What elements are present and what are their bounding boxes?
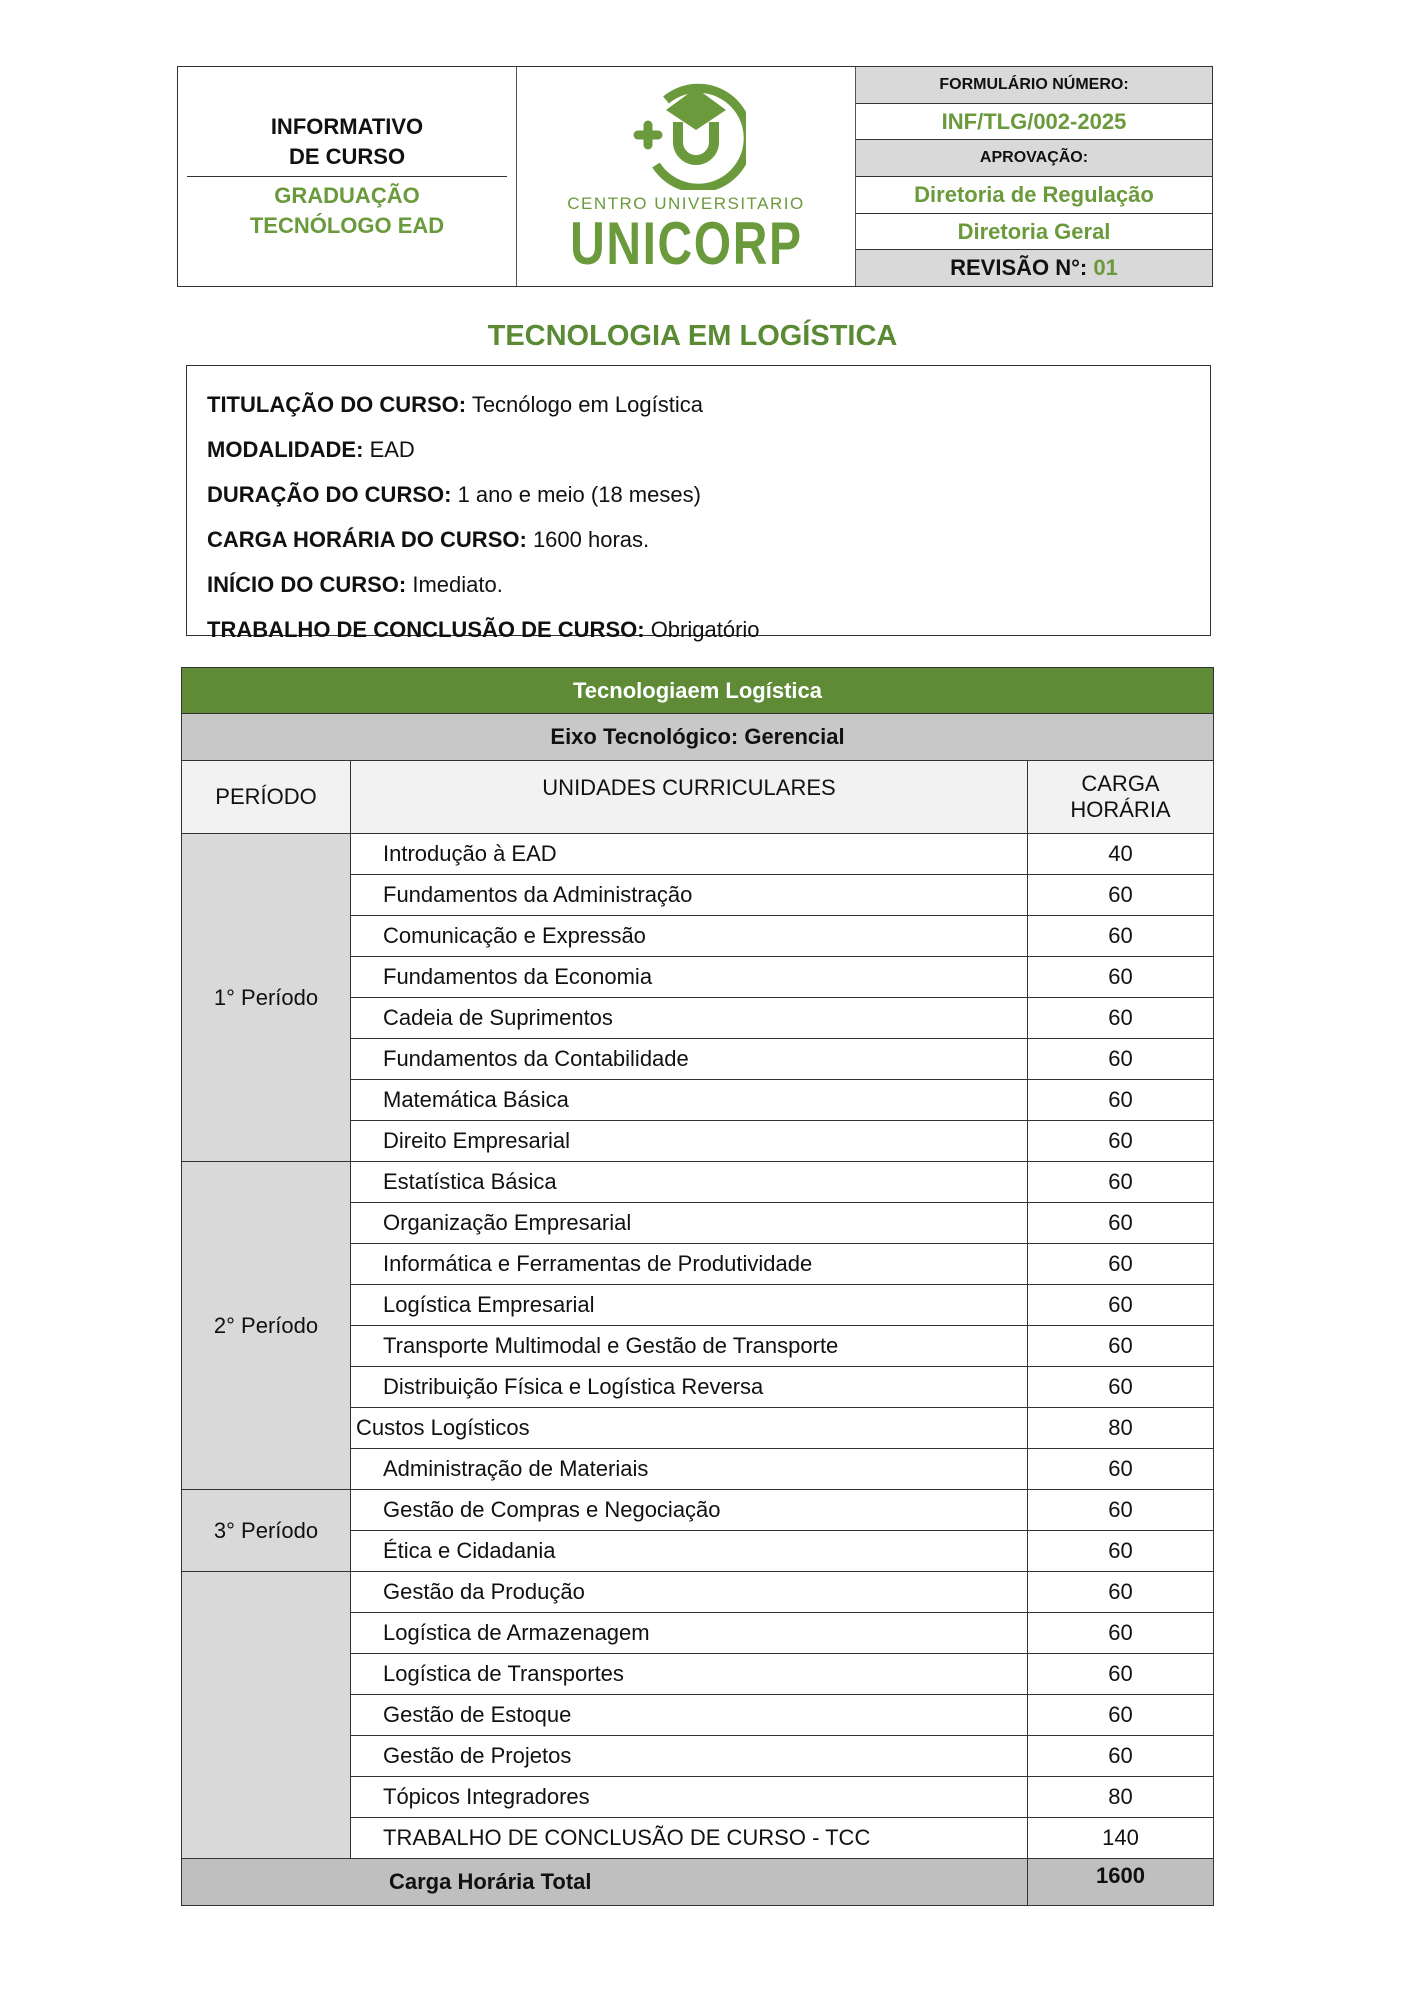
unit-hours: 60 [1028, 998, 1214, 1039]
approval-label: APROVAÇÃO: [856, 140, 1212, 177]
course-info-box [186, 365, 1211, 642]
header-title-1: INFORMATIVO [270, 114, 424, 139]
unit-name: Fundamentos da Contabilidade [351, 1039, 1028, 1080]
unit-name: Gestão da Produção [351, 1572, 1028, 1613]
unit-hours: 60 [1028, 1490, 1214, 1531]
col-period: PERÍODO [182, 761, 351, 834]
col-hours-2: HORÁRIA [1070, 797, 1171, 822]
unit-hours: 60 [1028, 1531, 1214, 1572]
table-axis: Eixo Tecnológico: Gerencial [182, 714, 1214, 761]
col-hours-1: CARGA [1081, 771, 1160, 796]
unit-hours: 140 [1028, 1818, 1214, 1859]
divider [187, 176, 507, 177]
header-sub-2: TECNÓLOGO EAD [249, 213, 445, 238]
unit-hours: 60 [1028, 1572, 1214, 1613]
unit-name: Logística Empresarial [351, 1285, 1028, 1326]
unit-name: Informática e Ferramentas de Produtividade [351, 1244, 1028, 1285]
unit-name: TRABALHO DE CONCLUSÃO DE CURSO - TCC [351, 1818, 1028, 1859]
unit-hours: 60 [1028, 1203, 1214, 1244]
unit-name: Comunicação e Expressão [351, 916, 1028, 957]
unit-hours: 60 [1028, 1736, 1214, 1777]
form-info [856, 67, 1212, 286]
unit-hours: 80 [1028, 1777, 1214, 1818]
unit-name: Logística de Transportes [351, 1654, 1028, 1695]
unit-name: Gestão de Compras e Negociação [351, 1490, 1028, 1531]
period-cell: 1° Período [182, 834, 351, 1162]
info-value: Tecnólogo em Logística [471, 392, 703, 417]
unit-hours: 60 [1028, 1121, 1214, 1162]
total-row [182, 1859, 1214, 1906]
info-value: 1 ano e meio (18 meses) [457, 482, 701, 507]
unit-name: Ética e Cidadania [351, 1531, 1028, 1572]
logo [517, 67, 856, 286]
unit-hours: 60 [1028, 1285, 1214, 1326]
unit-name: Custos Logísticos [351, 1408, 1028, 1449]
info-label: DURAÇÃO DO CURSO: [207, 482, 452, 507]
unit-hours: 60 [1028, 1654, 1214, 1695]
revision-label: REVISÃO N°: [950, 255, 1088, 281]
table-row [182, 1490, 1214, 1531]
table-title: Tecnologiaem Logística [182, 668, 1214, 714]
logo-wordmark: UNICORP [569, 209, 803, 277]
info-line [207, 382, 1190, 427]
logo-subtitle: CENTRO UNIVERSITARIO [567, 193, 805, 213]
unit-hours: 60 [1028, 957, 1214, 998]
form-number: INF/TLG/002-2025 [856, 104, 1212, 141]
table-row [182, 834, 1214, 875]
unit-name: Matemática Básica [351, 1080, 1028, 1121]
table-row [182, 1572, 1214, 1613]
unit-hours: 60 [1028, 1449, 1214, 1490]
approval-1: Diretoria de Regulação [856, 177, 1212, 214]
unit-name: Direito Empresarial [351, 1121, 1028, 1162]
unit-name: Gestão de Projetos [351, 1736, 1028, 1777]
unit-hours: 40 [1028, 834, 1214, 875]
total-value: 1600 [1028, 1859, 1214, 1906]
info-line [207, 427, 1190, 472]
period-cell [182, 1572, 351, 1859]
unit-hours: 60 [1028, 1367, 1214, 1408]
unit-name: Distribuição Física e Logística Reversa [351, 1367, 1028, 1408]
info-label: TITULAÇÃO DO CURSO: [207, 392, 467, 417]
unit-hours: 60 [1028, 1326, 1214, 1367]
curriculum-table [181, 667, 1214, 1906]
table-row [182, 1162, 1214, 1203]
unit-name: Introdução à EAD [351, 834, 1028, 875]
unit-name: Fundamentos da Economia [351, 957, 1028, 998]
unit-name: Transporte Multimodal e Gestão de Transporte [351, 1326, 1028, 1367]
info-line [207, 562, 1190, 607]
unit-hours: 60 [1028, 1162, 1214, 1203]
graduation-cap-logo-icon [626, 80, 746, 190]
col-units: UNIDADES CURRICULARES [351, 761, 1028, 834]
unit-name: Organização Empresarial [351, 1203, 1028, 1244]
period-cell: 2° Período [182, 1162, 351, 1490]
revision-value: 01 [1093, 255, 1118, 281]
header-title-2: DE CURSO [288, 144, 406, 169]
header-sub-1: GRADUAÇÃO [274, 183, 420, 208]
total-label: Carga Horária Total [182, 1859, 1028, 1906]
unit-name: Gestão de Estoque [351, 1695, 1028, 1736]
info-label: TRABALHO DE CONCLUSÃO DE CURSO: [207, 617, 645, 642]
info-line [207, 472, 1190, 517]
page-title: TECNOLOGIA EM LOGÍSTICA [487, 320, 898, 352]
document-header [177, 66, 1213, 287]
unit-hours: 60 [1028, 1039, 1214, 1080]
unit-hours: 60 [1028, 1613, 1214, 1654]
info-value: 1600 horas. [532, 527, 650, 552]
form-number-label: FORMULÁRIO NÚMERO: [856, 67, 1212, 104]
unit-name: Fundamentos da Administração [351, 875, 1028, 916]
period-cell: 3° Período [182, 1490, 351, 1572]
unit-name: Administração de Materiais [351, 1449, 1028, 1490]
info-label: MODALIDADE: [207, 437, 364, 462]
info-value: EAD [369, 437, 415, 462]
unit-hours: 80 [1028, 1408, 1214, 1449]
unit-name: Tópicos Integradores [351, 1777, 1028, 1818]
header-course-info [178, 67, 517, 286]
approval-2: Diretoria Geral [856, 214, 1212, 251]
unit-name: Cadeia de Suprimentos [351, 998, 1028, 1039]
revision [856, 250, 1212, 286]
unit-hours: 60 [1028, 875, 1214, 916]
info-label: INÍCIO DO CURSO: [207, 572, 407, 597]
info-line [207, 517, 1190, 562]
info-line [207, 607, 1190, 652]
unit-hours: 60 [1028, 1244, 1214, 1285]
unit-hours: 60 [1028, 1695, 1214, 1736]
unit-hours: 60 [1028, 916, 1214, 957]
info-value: Obrigatório [650, 617, 760, 642]
unit-hours: 60 [1028, 1080, 1214, 1121]
col-hours [1028, 761, 1214, 834]
info-value: Imediato. [412, 572, 503, 597]
unit-name: Estatística Básica [351, 1162, 1028, 1203]
unit-name: Logística de Armazenagem [351, 1613, 1028, 1654]
info-label: CARGA HORÁRIA DO CURSO: [207, 527, 527, 552]
